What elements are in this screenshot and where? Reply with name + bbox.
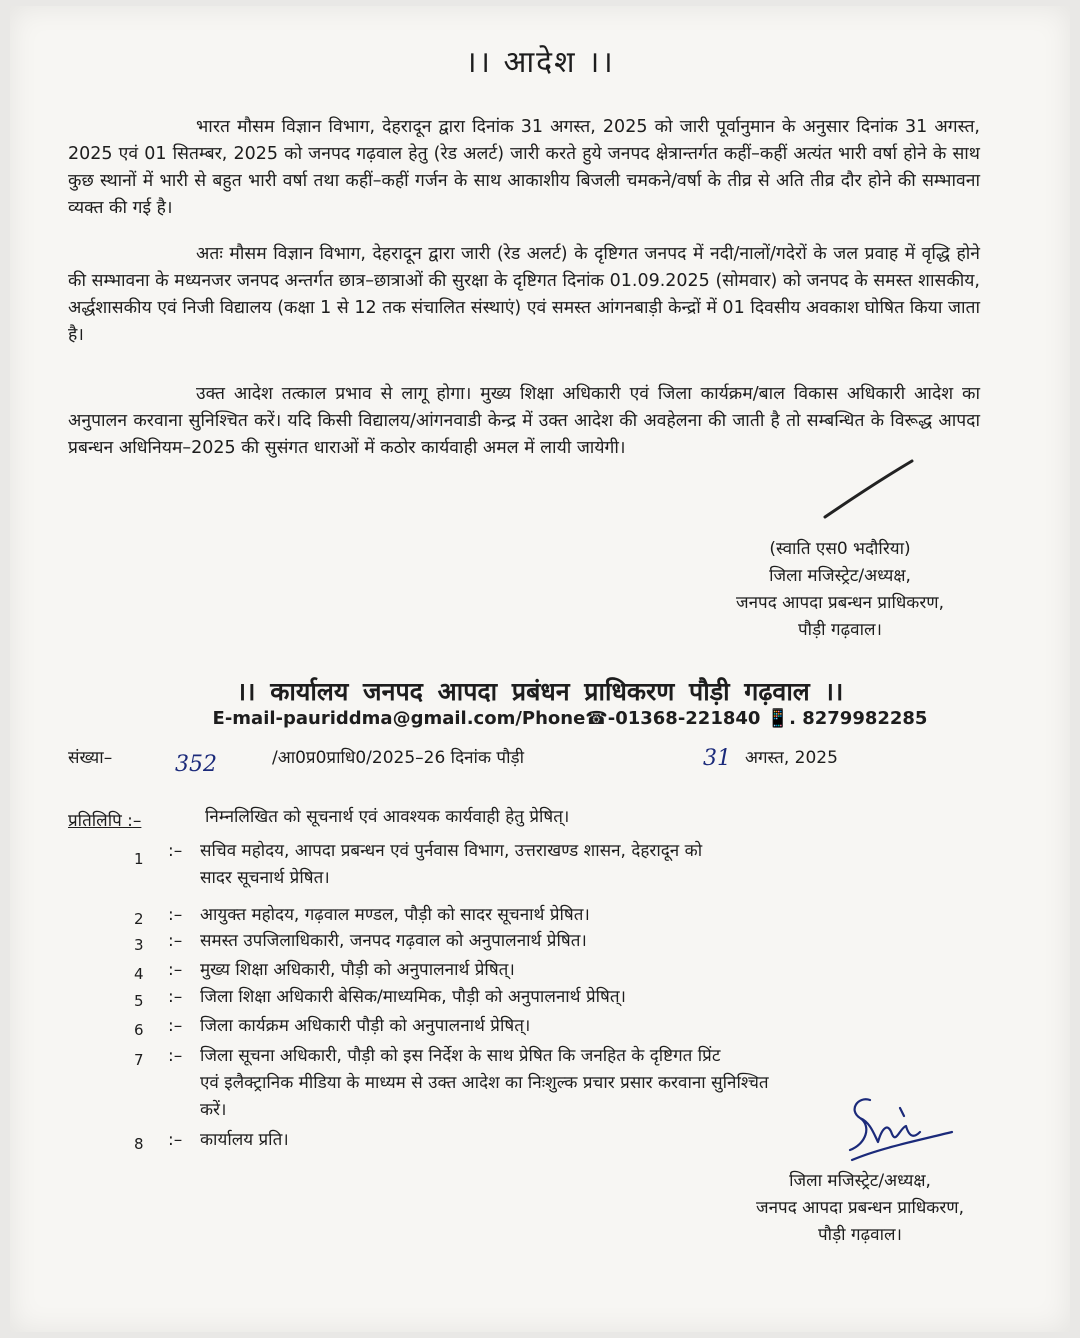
reference-month-year: अगस्त, 2025 (745, 748, 838, 768)
office-heading: ।। कार्यालय जनपद आपदा प्रबंधन प्राधिकरण पौड़ी गढ़वाल ।। (236, 677, 844, 706)
signatory-name: (स्वाति एस0 भदौरिया) (769, 539, 911, 559)
order-paragraph-1: भारत मौसम विज्ञान विभाग, देहरादून द्वारा दिनांक 31 अगस्त, 2025 को जारी पूर्वानुमान के अनुसार दिनांक 31 अगस्त, 2025 एवं 01 सितम्बर, 2025 को जनपद गढ़वाल हेतु (रेड अलर्ट) जारी करते हुये जनपद क्षेत्रान्तर्गत कहीं–कहीं अत्यंत भारी वर्षा होने के साथ कुछ स्थानों में भारी से बहुत भारी वर्षा तथा कहीं–कहीं गर्जन के साथ आकाशीय बिजली चमकने/वर्षा के तीव्र से अति तीव्र दौर होने की सम्भावना व्यक्त की गई है। (68, 117, 980, 218)
copy-item-separator: :– (168, 1046, 183, 1066)
copy-item-separator: :– (168, 931, 183, 951)
copy-item-number: 2 (134, 910, 144, 928)
copy-item-separator: :– (168, 841, 183, 861)
copy-item-number: 5 (134, 992, 144, 1010)
signature-block-1 (690, 536, 990, 644)
copy-item-separator: :– (168, 905, 183, 925)
copy-item-text: सचिव महोदय, आपदा प्रबन्धन एवं पुर्नवास विभाग, उत्तराखण्ड शासन, देहरादून को सादर सूचनार्थ प्रेषित। (200, 841, 703, 888)
copy-label: प्रतिलिपि :– (68, 811, 142, 831)
copy-item-text: मुख्य शिक्षा अधिकारी, पौड़ी को अनुपालनार्थ प्रेषित्। (200, 960, 515, 980)
copy-item-number: 3 (134, 936, 144, 954)
reference-number: 352 (175, 752, 217, 777)
signatory-place: पौड़ी गढ़वाल। (818, 1225, 902, 1245)
order-title: ।। आदेश ।। (465, 45, 615, 80)
copy-item-number: 8 (134, 1135, 144, 1153)
copy-item-text: कार्यालय प्रति। (200, 1130, 289, 1150)
signatory-designation: जिला मजिस्ट्रेट/अध्यक्ष, (789, 1171, 931, 1191)
copy-item-text: जिला कार्यक्रम अधिकारी पौड़ी को अनुपालनार्थ प्रेषित्। (200, 1016, 531, 1036)
signatory-designation: जिला मजिस्ट्रेट/अध्यक्ष, (769, 566, 911, 586)
order-paragraph-2: अतः मौसम विज्ञान विभाग, देहरादून द्वारा जारी (रेड अलर्ट) के दृष्टिगत जनपद में नदी/नालों/गदेरों के जल प्रवाह में वृद्धि होने की सम्भावना के मध्यनजर जनपद अन्तर्गत छात्र–छात्राओं की सुरक्षा के दृष्टिगत दिनांक 01.09.2025 (सोमवार) को जनपद के समस्त शासकीय, अर्द्धशासकीय एवं निजी विद्यालय (कक्षा 1 से 12 तक संचालित संस्थाएं) एवं समस्त आंगनबाड़ी केन्द्रों में 01 दिवसीय अवकाश घोषित किया जाता है। (68, 244, 980, 345)
copy-item-number: 6 (134, 1021, 144, 1039)
signature-stroke (820, 455, 920, 525)
reference-day: 31 (703, 746, 731, 771)
copy-item-number: 1 (134, 850, 144, 868)
copy-item-separator: :– (168, 1016, 183, 1036)
reference-label: संख्या– (68, 748, 113, 768)
reference-code: /आ0प्र0प्राधि0/2025–26 दिनांक पौड़ी (272, 748, 524, 768)
copy-item-text: समस्त उपजिलाधिकारी, जनपद गढ़वाल को अनुपालनार्थ प्रेषित। (200, 931, 587, 951)
signatory-authority: जनपद आपदा प्रबन्धन प्राधिकरण, (735, 593, 945, 613)
signatory-place: पौड़ी गढ़वाल। (798, 620, 882, 640)
blue-ink-signature (830, 1088, 960, 1178)
copy-item-separator: :– (168, 1130, 183, 1150)
copy-item-text: जिला शिक्षा अधिकारी बेसिक/माध्यमिक, पौड़ी को अनुपालनार्थ प्रेषित्। (200, 987, 626, 1007)
order-paragraph-3: उक्त आदेश तत्काल प्रभाव से लागू होगा। मुख्य शिक्षा अधिकारी एवं जिला कार्यक्रम/बाल विकास अधिकारी आदेश का अनुपालन करवाना सुनिश्चित करें। यदि किसी विद्यालय/आंगनवाडी केन्द्र में उक्त आदेश की अवहेलना की जाती है तो सम्बन्धित के विरूद्ध आपदा प्रबन्धन अधिनियम–2025 की सुसंगत धाराओं में कठोर कार्यवाही अमल में लायी जायेगी। (68, 384, 980, 458)
signatory-authority: जनपद आपदा प्रबन्धन प्राधिकरण, (755, 1198, 965, 1218)
copy-item-number: 4 (134, 965, 144, 983)
copy-item-number: 7 (134, 1051, 144, 1069)
copy-item-text: आयुक्त महोदय, गढ़वाल मण्डल, पौड़ी को सादर सूचनार्थ प्रेषित। (200, 905, 590, 925)
signature-block-2 (700, 1168, 1020, 1249)
copy-intro: निम्नलिखित को सूचनार्थ एवं आवश्यक कार्यवाही हेतु प्रेषित्। (205, 807, 570, 827)
copy-item-separator: :– (168, 960, 183, 980)
copy-item-text: जिला सूचना अधिकारी, पौड़ी को इस निर्देश के साथ प्रेषित कि जनहित के दृष्टिगत प्रिंट एवं इलैक्ट्रानिक मीडिया के माध्यम से उक्त आदेश का निःशुल्क प्रचार प्रसार करवाना सुनिश्चित करें। (200, 1046, 769, 1120)
copy-item-separator: :– (168, 987, 183, 1007)
office-contact: E-mail-pauriddma@gmail.com/Phone☎-01368-221840 📱. 8279982285 (212, 708, 928, 729)
